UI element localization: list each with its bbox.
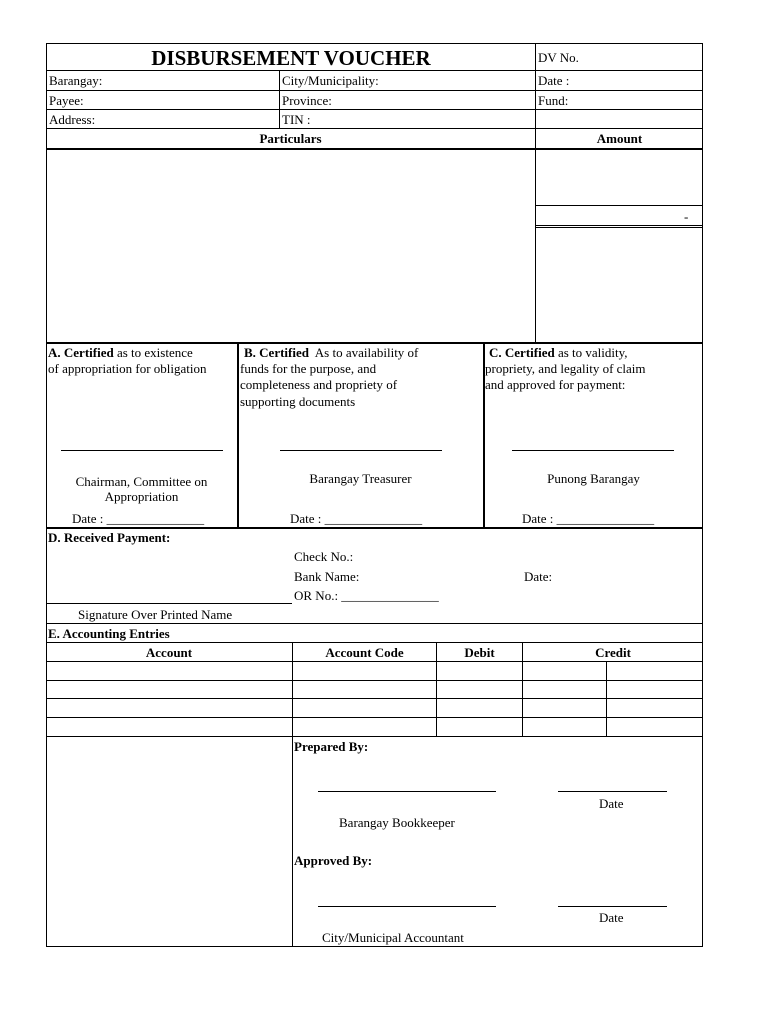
col-account-code: Account Code	[325, 645, 404, 660]
prepared-date-label: Date	[599, 796, 624, 811]
bank-name-label: Bank Name:	[294, 569, 360, 584]
cert-b-line4: supporting documents	[240, 394, 356, 409]
prepared-signatory: Barangay Bookkeeper	[339, 815, 455, 830]
dv-no-label: DV No.	[538, 50, 579, 65]
cert-a-prefix: A. Certified	[48, 345, 114, 360]
divider	[46, 680, 703, 681]
cert-b-prefix: B. Certified	[244, 345, 309, 360]
approved-signatory: City/Municipal Accountant	[322, 930, 464, 945]
cert-c-line1	[489, 346, 628, 359]
cert-b-line1	[244, 346, 418, 359]
col-debit: Debit	[464, 645, 495, 660]
divider	[46, 70, 703, 71]
cert-b-date: Date : _______________	[290, 511, 423, 526]
signature-line	[46, 603, 292, 604]
signature-line	[318, 906, 496, 907]
divider	[436, 642, 437, 736]
cert-a-signatory2: Appropriation	[104, 489, 179, 504]
tin-label: TIN :	[282, 112, 311, 127]
divider	[46, 109, 703, 110]
divider	[606, 661, 607, 736]
divider	[46, 698, 703, 699]
divider	[46, 148, 703, 150]
received-payment-heading: D. Received Payment:	[48, 530, 171, 545]
cert-a-line1	[48, 346, 193, 359]
cert-c-line3: and approved for payment:	[485, 377, 626, 392]
payment-date-label: Date:	[524, 569, 553, 584]
cert-c-line2: propriety, and legality of claim	[485, 361, 646, 376]
cert-c-prefix: C. Certified	[489, 345, 555, 360]
signature-line	[512, 450, 674, 451]
cert-b-line2: funds for the purpose, and	[240, 361, 377, 376]
divider	[46, 736, 703, 737]
signature-line	[318, 791, 496, 792]
check-no-label: Check No.:	[294, 549, 354, 564]
signature-line	[280, 450, 442, 451]
divider	[46, 128, 703, 129]
fund-label: Fund:	[538, 93, 569, 108]
cert-c-signatory: Punong Barangay	[547, 471, 640, 486]
cert-a-date: Date : _______________	[72, 511, 205, 526]
approved-by-label: Approved By:	[294, 853, 373, 868]
amount-total: -	[684, 209, 689, 224]
divider	[292, 642, 293, 947]
cert-b-signatory: Barangay Treasurer	[309, 471, 412, 486]
province-label: Province:	[282, 93, 332, 108]
signature-over-name: Signature Over Printed Name	[78, 607, 233, 622]
col-credit: Credit	[595, 645, 631, 660]
date-label: Date :	[538, 73, 570, 88]
col-account: Account	[145, 645, 193, 660]
signature-line	[61, 450, 223, 451]
cert-c-text1: as to validity,	[554, 345, 628, 360]
prepared-by-label: Prepared By:	[294, 739, 369, 754]
accounting-heading: E. Accounting Entries	[48, 626, 170, 641]
divider	[46, 661, 703, 662]
barangay-label: Barangay:	[49, 73, 103, 88]
divider	[535, 43, 536, 343]
divider	[46, 527, 703, 529]
date-line	[558, 791, 667, 792]
cert-b-line3: completeness and propriety of	[240, 377, 398, 392]
divider	[46, 90, 703, 91]
divider	[46, 717, 703, 718]
divider	[522, 642, 523, 736]
divider	[237, 342, 239, 527]
particulars-heading: Particulars	[259, 131, 322, 146]
cert-a-text1: as to existence	[113, 345, 193, 360]
cert-a-signatory1: Chairman, Committee on	[75, 474, 208, 489]
date-line	[558, 906, 667, 907]
city-label: City/Municipality:	[282, 73, 379, 88]
cert-a-line2: of appropriation for obligation	[48, 361, 207, 376]
divider	[46, 623, 703, 624]
cert-b-text1: As to availability of	[308, 345, 419, 360]
or-no-label: OR No.: _______________	[294, 588, 439, 603]
payee-label: Payee:	[49, 93, 84, 108]
form-title: DISBURSEMENT VOUCHER	[151, 46, 431, 70]
divider	[536, 205, 703, 206]
divider	[536, 225, 703, 228]
divider	[46, 342, 703, 344]
divider	[46, 642, 703, 643]
cert-c-date: Date : _______________	[522, 511, 655, 526]
approved-date-label: Date	[599, 910, 624, 925]
divider	[279, 70, 280, 128]
amount-heading: Amount	[596, 131, 643, 146]
address-label: Address:	[49, 112, 96, 127]
